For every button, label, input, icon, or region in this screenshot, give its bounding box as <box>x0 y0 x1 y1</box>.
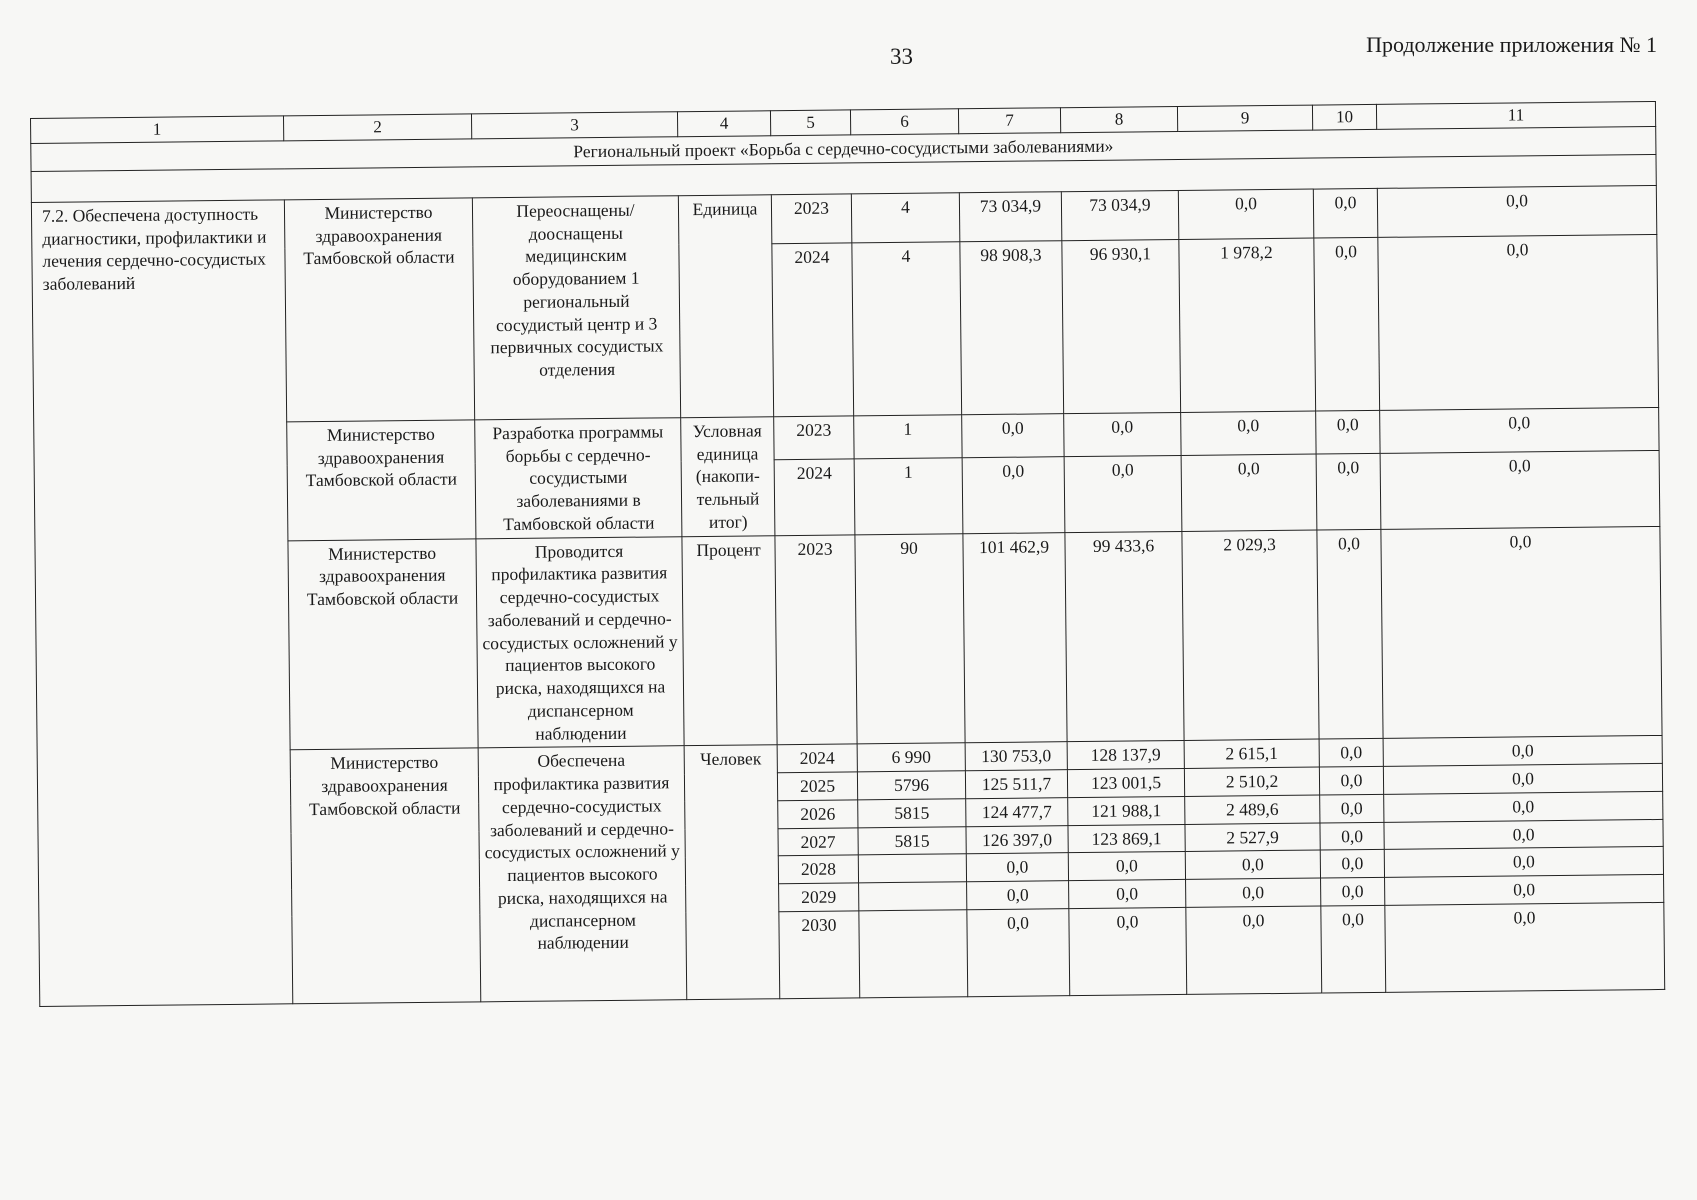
column-header: 3 <box>471 112 677 139</box>
amount-cell: 0,0 <box>1383 764 1662 795</box>
amount-cell: 0,0 <box>1320 850 1384 878</box>
amount-cell: 98 908,3 <box>960 241 1064 415</box>
amount-cell: 0,0 <box>1380 451 1660 529</box>
year-cell: 2024 <box>774 459 855 535</box>
column-header: 1 <box>31 116 284 144</box>
amount-cell: 0,0 <box>1313 188 1378 238</box>
amount-cell: 124 477,7 <box>966 798 1068 827</box>
amount-cell: 123 001,5 <box>1067 769 1184 798</box>
amount-cell: 0,0 <box>1178 189 1314 239</box>
column-header: 8 <box>1060 106 1177 132</box>
amount-cell: 0,0 <box>1380 407 1659 453</box>
year-cell: 2030 <box>779 911 860 999</box>
value-cell <box>859 882 967 911</box>
amount-cell: 2 510,2 <box>1184 767 1319 796</box>
column-header: 11 <box>1376 101 1655 129</box>
column-header: 7 <box>958 108 1060 134</box>
value-cell: 4 <box>851 193 960 243</box>
amount-cell: 123 869,1 <box>1068 824 1185 853</box>
value-cell <box>858 854 966 883</box>
executor-cell: Министерство здравоохранения Тамбовской области <box>287 420 476 541</box>
year-cell: 2023 <box>771 194 852 244</box>
value-cell: 1 <box>854 458 963 534</box>
amount-cell: 0,0 <box>1185 850 1320 879</box>
amount-cell: 0,0 <box>1321 877 1385 905</box>
appendix-note: Продолжение приложения № 1 <box>1366 32 1657 57</box>
document-sheet <box>30 101 1665 1007</box>
executor-cell: Министерство здравоохранения Тамбовской области <box>290 748 481 1003</box>
amount-cell: 2 527,9 <box>1185 823 1320 852</box>
amount-cell: 0,0 <box>967 909 1070 997</box>
amount-cell: 101 462,9 <box>963 532 1067 743</box>
amount-cell: 2 489,6 <box>1185 795 1320 824</box>
value-cell: 5815 <box>858 799 966 828</box>
year-cell: 2024 <box>772 243 854 417</box>
amount-cell: 0,0 <box>967 881 1069 910</box>
amount-cell: 0,0 <box>1384 819 1663 850</box>
amount-cell: 128 137,9 <box>1067 741 1184 770</box>
amount-cell: 0,0 <box>1317 529 1383 739</box>
amount-cell: 0,0 <box>962 457 1065 533</box>
column-header: 9 <box>1177 105 1312 132</box>
year-cell: 2026 <box>778 800 858 829</box>
amount-cell: 121 988,1 <box>1068 796 1185 825</box>
unit-cell: Человек <box>684 745 780 999</box>
result-cell: Обеспечена профилактика развития сердечно-сосудистых заболеваний и сердечно-сосудистых осложнений у пациентов высокого риска, находящихся на диспансерном наблюдении <box>478 746 687 1002</box>
result-cell: Разработка программы борьбы с сердечно-сосудистыми заболеваниями в Тамбовской области <box>475 418 682 539</box>
column-header: 4 <box>677 111 770 137</box>
amount-cell: 0,0 <box>1181 411 1316 456</box>
budget-table <box>30 101 1665 1007</box>
amount-cell: 0,0 <box>1321 905 1386 993</box>
amount-cell: 0,0 <box>1316 410 1380 454</box>
amount-cell: 0,0 <box>1068 852 1185 881</box>
amount-cell: 0,0 <box>1064 412 1181 457</box>
executor-cell: Министерство здравоохранения Тамбовской области <box>288 538 478 750</box>
amount-cell: 0,0 <box>1385 902 1665 992</box>
year-cell: 2029 <box>779 883 859 912</box>
value-cell: 5815 <box>858 826 966 855</box>
amount-cell: 0,0 <box>1181 454 1317 531</box>
result-cell: Проводится профилактика развития сердечно-сосудистых заболеваний и сердечно-сосудистых осложнений у пациентов высокого риска, находящихся на диспансерном наблюдении <box>476 536 684 748</box>
amount-cell: 0,0 <box>1385 875 1664 906</box>
amount-cell: 0,0 <box>966 853 1068 882</box>
result-cell: Переоснащены/ дооснащены медицинским оборудованием 1 региональный сосудистый центр и 3 первичных сосудистых отделения <box>472 196 680 420</box>
value-cell: 4 <box>852 242 962 416</box>
amount-cell: 0,0 <box>1319 766 1383 794</box>
amount-cell: 73 034,9 <box>959 192 1062 242</box>
column-header: 10 <box>1312 104 1376 130</box>
column-header: 5 <box>770 110 850 136</box>
amount-cell: 96 930,1 <box>1062 239 1181 413</box>
amount-cell: 0,0 <box>1316 454 1381 530</box>
amount-cell: 2 029,3 <box>1182 530 1319 741</box>
value-cell: 90 <box>855 533 965 744</box>
amount-cell: 0,0 <box>1319 739 1383 767</box>
amount-cell: 0,0 <box>1384 847 1663 878</box>
column-header: 2 <box>283 114 471 141</box>
year-cell: 2023 <box>774 416 854 460</box>
unit-cell: Условная единица (накопи-тельный итог) <box>681 417 775 537</box>
year-cell: 2024 <box>777 744 857 773</box>
amount-cell: 0,0 <box>1383 736 1662 767</box>
amount-cell: 73 034,9 <box>1061 190 1179 240</box>
amount-cell: 0,0 <box>1381 526 1662 739</box>
amount-cell: 0,0 <box>1186 878 1321 907</box>
amount-cell: 0,0 <box>1069 907 1187 995</box>
amount-cell: 99 433,6 <box>1065 531 1184 742</box>
amount-cell: 0,0 <box>1320 794 1384 822</box>
year-cell: 2028 <box>778 855 858 884</box>
project-title: Региональный проект «Борьба с сердечно-сосудистыми заболеваниями» <box>31 127 1656 172</box>
amount-cell: 0,0 <box>1186 906 1322 994</box>
page-number: 33 <box>890 44 913 69</box>
year-cell: 2023 <box>775 534 857 745</box>
year-cell: 2027 <box>778 827 858 856</box>
year-cell: 2025 <box>777 772 857 801</box>
amount-cell: 0,0 <box>1069 880 1186 909</box>
unit-cell: Процент <box>682 535 777 746</box>
unit-cell: Единица <box>678 195 773 418</box>
amount-cell: 126 397,0 <box>966 825 1068 854</box>
amount-cell: 2 615,1 <box>1184 739 1319 768</box>
column-header: 6 <box>850 109 958 135</box>
value-cell: 5796 <box>857 771 965 800</box>
amount-cell: 0,0 <box>1384 791 1663 822</box>
amount-cell: 130 753,0 <box>965 742 1067 771</box>
amount-cell: 0,0 <box>1064 456 1182 533</box>
executor-cell: Министерство здравоохранения Тамбовской области <box>284 198 474 422</box>
goal-cell: 7.2. Обеспечена доступность диагностики, профилактики и лечения сердечно-сосудистых заболеваний <box>31 200 292 1007</box>
value-cell: 6 990 <box>857 743 965 772</box>
amount-cell: 0,0 <box>1314 237 1380 411</box>
value-cell <box>859 910 968 998</box>
amount-cell: 125 511,7 <box>965 770 1067 799</box>
amount-cell: 0,0 <box>1320 822 1384 850</box>
value-cell: 1 <box>854 415 962 460</box>
amount-cell: 0,0 <box>962 414 1064 459</box>
amount-cell: 0,0 <box>1378 234 1659 410</box>
amount-cell: 1 978,2 <box>1179 238 1316 412</box>
amount-cell: 0,0 <box>1377 185 1656 237</box>
